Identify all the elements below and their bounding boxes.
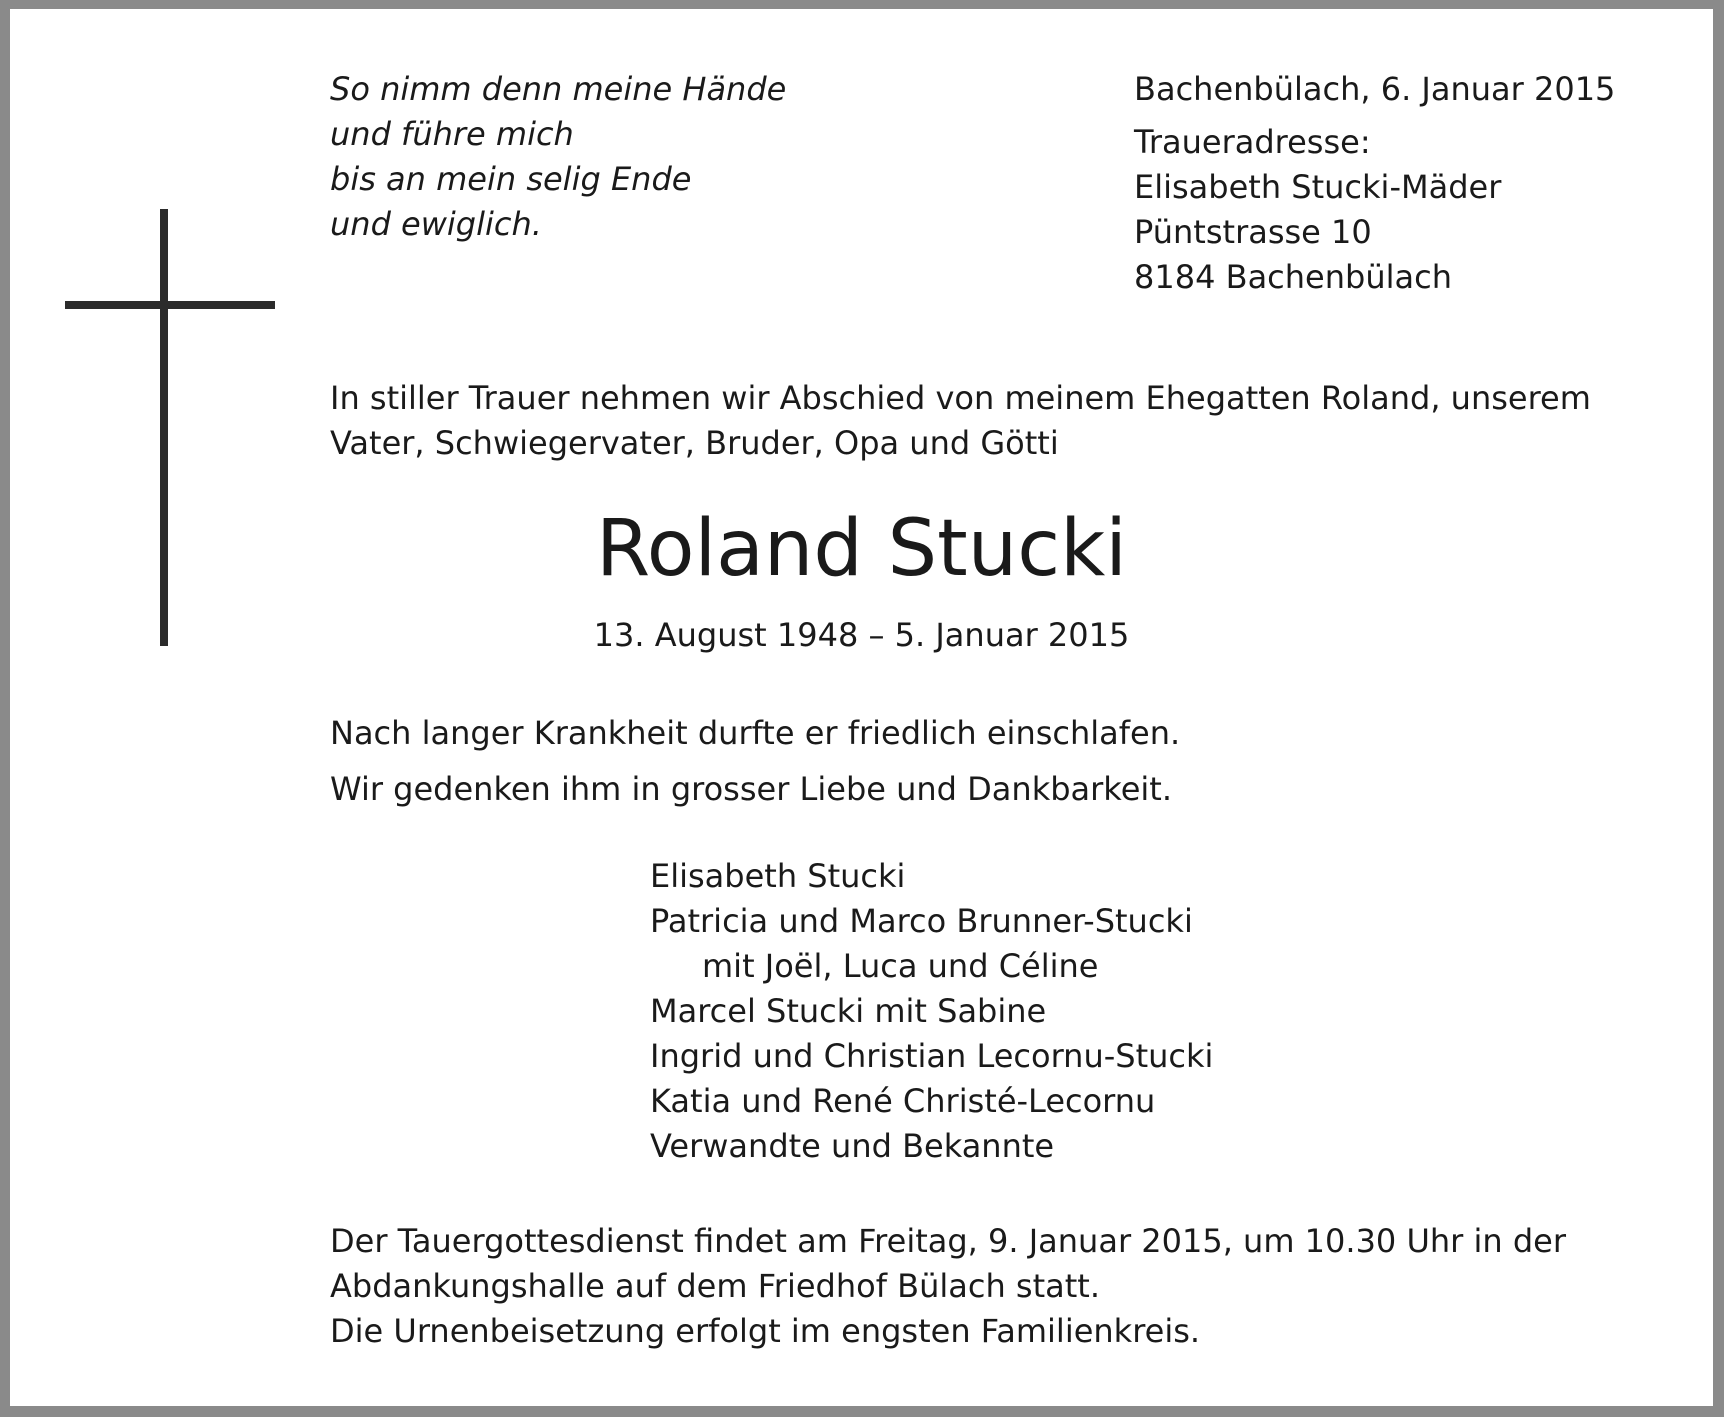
address-name: Elisabeth Stucki-Mäder [1134,168,1502,206]
deceased-lifespan: 13. August 1948 – 5. Januar 2015 [593,616,1130,654]
mourning-address-block [1134,67,1615,300]
mourner-item: Ingrid und Christian Lecornu-Stucki [650,1037,1214,1075]
deceased-name: Roland Stucki [596,504,1127,594]
message-line-1: Nach langer Krankheit durfte er friedlich einschlafen. [330,714,1181,752]
service-line: Abdankungshalle auf dem Friedhof Bülach statt. [330,1267,1100,1305]
service-info [330,1219,1566,1354]
poem-line: So nimm denn meine Hände [330,70,787,108]
poem-verse [330,67,786,247]
mourner-item: Marcel Stucki mit Sabine [650,992,1047,1030]
mourner-item: Patricia und Marco Brunner-Stucki [650,902,1193,940]
address-city: 8184 Bachenbülach [1134,258,1452,296]
mourner-item: Katia und René Christé-Lecornu [650,1082,1156,1120]
poem-line: und ewiglich. [330,205,542,243]
poem-line: und führe mich [330,115,574,153]
address-street: Püntstrasse 10 [1134,213,1372,251]
mourner-item-children: mit Joël, Luca und Céline [702,947,1099,985]
address-label: Traueradresse: [1134,123,1371,161]
poem-line: bis an mein selig Ende [330,160,692,198]
message-line-2: Wir gedenken ihm in grosser Liebe und Dankbarkeit. [330,770,1172,808]
place-date: Bachenbülach, 6. Januar 2015 [1134,70,1616,108]
obituary-page [10,9,1713,1406]
mourners-list [650,854,1213,1169]
mourner-item: Verwandte und Bekannte [650,1127,1055,1165]
service-line: Die Urnenbeisetzung erfolgt im engsten Familienkreis. [330,1312,1201,1350]
service-line: Der Tauergottesdienst findet am Freitag, 9. Januar 2015, um 10.30 Uhr in der [330,1222,1566,1260]
intro-text: In stiller Trauer nehmen wir Abschied von meinem Ehegatten Roland, unserem Vater, Schwiegervater, Bruder, Opa und Götti [330,379,1591,462]
cross-icon-horizontal-bar [65,301,275,309]
mourner-item: Elisabeth Stucki [650,857,906,895]
